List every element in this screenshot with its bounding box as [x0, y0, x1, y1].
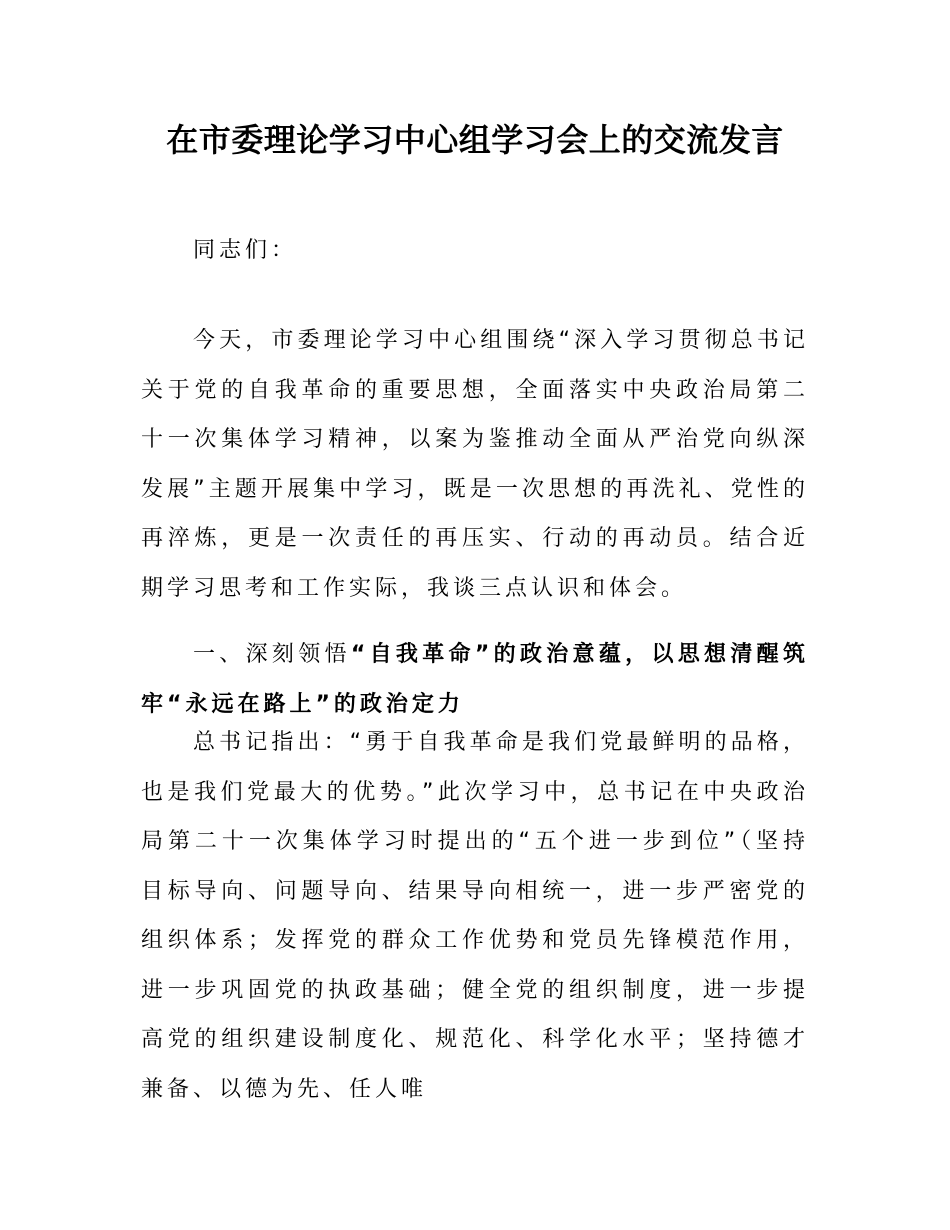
section-heading-1 [141, 630, 809, 729]
salutation: 同志们： [193, 238, 298, 263]
document-title: 在市委理论学习中心组学习会上的交流发言 [166, 121, 784, 159]
section-heading-1-prefix: 一、深刻领悟 [193, 642, 351, 667]
section-heading-1-text: “自我革命”的政治意蕴，以思想清醒筑牢“永远在路上”的政治定力 [141, 642, 809, 717]
paragraph-intro: 今天，市委理论学习中心组围绕“深入学习贯彻总书记关于党的自我革命的重要思想，全面落实中央政治局第二十一次集体学习精神，以案为鉴推动全面从严治党向纵深发展”主题开展集中学习，既是一次思想的再洗礼、党性的再淬炼，更是一次责任的再压实、行动的再动员。结合近期学习思考和工作实际，我谈三点认识和体会。 [141, 328, 809, 601]
paragraph-section-1: 总书记指出：“勇于自我革命是我们党最鲜明的品格，也是我们党最大的优势。”此次学习中，总书记在中央政治局第二十一次集体学习时提出的“五个进一步到位”（坚持目标导向、问题导向、结果导向相统一，进一步严密党的组织体系；发挥党的群众工作优势和党员先锋模范作用，进一步巩固党的执政基础；健全党的组织制度，进一步提高党的组织建设制度化、规范化、科学化水平；坚持德才兼备、以德为先、任人唯 [141, 730, 809, 1102]
